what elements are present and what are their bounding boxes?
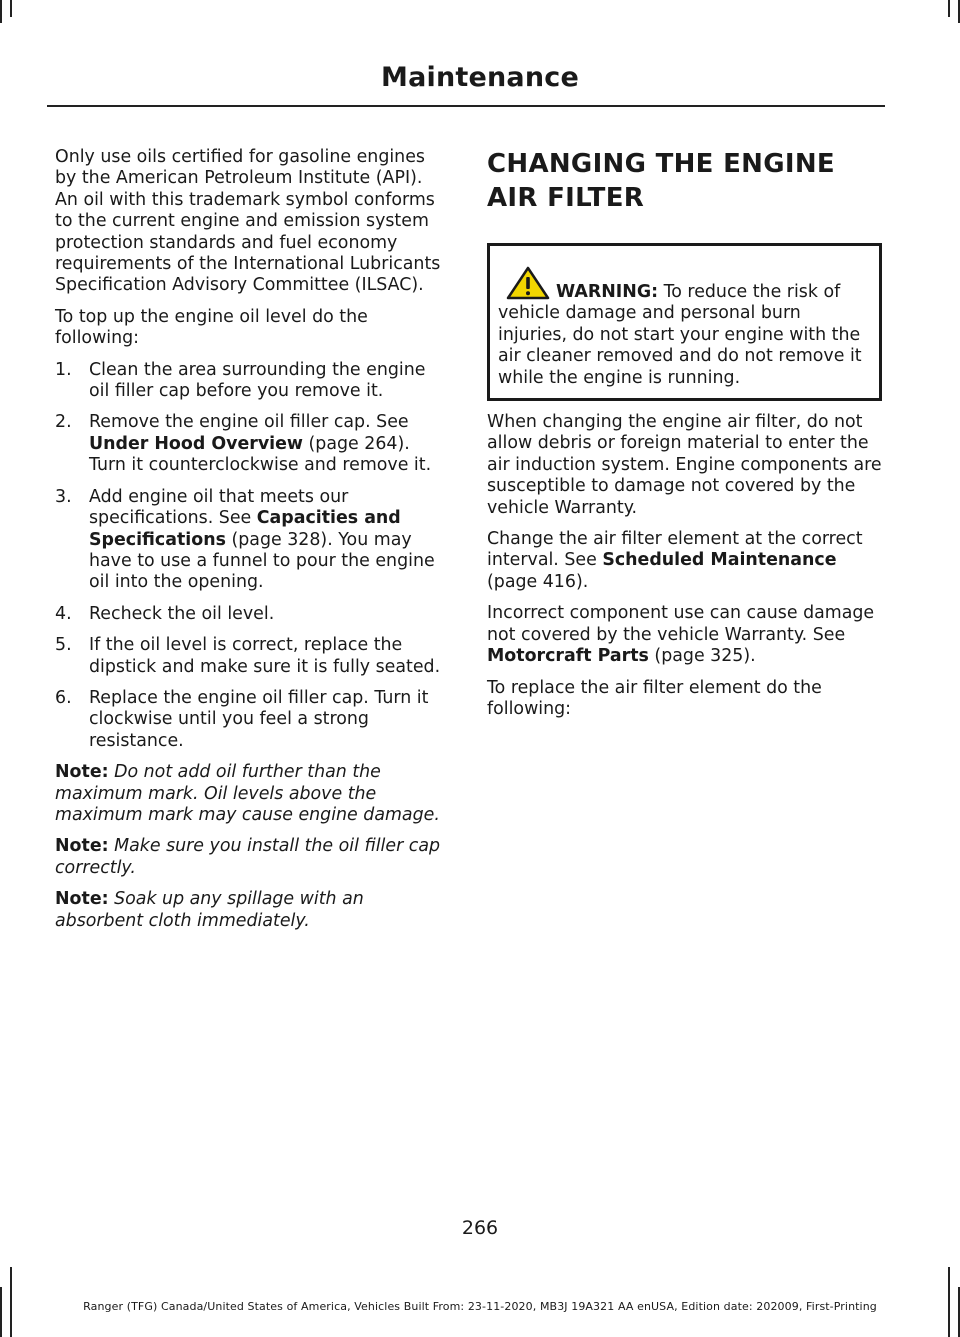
page-number: 266	[461, 1217, 499, 1239]
paragraph-text: Change the air filter element at the correct interval. See	[487, 529, 863, 571]
step-number: 6.	[55, 687, 72, 708]
paragraph	[487, 603, 882, 667]
note-label: Note:	[55, 889, 109, 910]
paragraph	[487, 529, 882, 593]
step-number: 2.	[55, 412, 72, 433]
step-number: 4.	[55, 603, 72, 624]
paragraph: Only use oils certified for gasoline engines by the American Petroleum Institute (API). An oil with this trademark symbol conforms to the current engine and emission system protection standards and fuel economy requirements of the International Lubricants Specification Advisory Committee (ILSAC).	[55, 147, 441, 296]
list-item	[55, 487, 448, 594]
list-item	[55, 412, 448, 476]
paragraph-text: (page 416).	[487, 571, 589, 592]
list-item	[55, 688, 448, 752]
note-text: Make sure you install the oil filler cap correctly.	[55, 836, 441, 878]
crop-mark	[10, 0, 12, 17]
note	[55, 889, 448, 932]
step-text: If the oil level is correct, replace the dipstick and make sure it is fully seated.	[89, 635, 441, 677]
step-text: Replace the engine oil filler cap. Turn it clockwise until you feel a strong resistance.	[89, 687, 429, 751]
note-label: Note:	[55, 762, 109, 783]
paragraph-text: (page 325).	[648, 646, 756, 667]
step-text: Add engine oil that meets our specifications. See	[89, 486, 349, 529]
note-label: Note:	[55, 836, 109, 857]
warning-label: WARNING:	[556, 282, 659, 302]
warning-box	[487, 243, 882, 401]
paragraph: To replace the air filter element do the following:	[487, 677, 822, 719]
step-text: (page 328). You may have to use a funnel to pour the engine oil into the opening.	[89, 529, 435, 593]
cross-reference-link[interactable]: Under Hood Overview	[89, 433, 303, 454]
footer-text: Ranger (TFG) Canada/United States of America, Vehicles Built From: 23-11-2020, MB3J 19A321 AA enUSA, Edition date: 202009, First-Printing	[83, 1300, 877, 1313]
paragraph-text: Incorrect component use can cause damage not covered by the vehicle Warranty. See	[487, 603, 875, 645]
section-heading: CHANGING THE ENGINE AIR FILTER	[487, 149, 835, 213]
cross-reference-link[interactable]: Capacities and Specifications	[89, 508, 401, 550]
left-column	[55, 147, 448, 942]
page-title: Maintenance	[381, 62, 579, 93]
crop-mark	[948, 0, 950, 17]
right-column	[487, 147, 882, 730]
steps-list	[55, 360, 448, 753]
step-text: Recheck the oil level.	[89, 603, 275, 624]
note	[55, 762, 448, 826]
list-item	[55, 604, 448, 625]
header-divider	[47, 105, 885, 107]
note	[55, 836, 448, 879]
note-text: Do not add oil further than the maximum mark. Oil levels above the maximum mark may cause engine damage.	[55, 762, 440, 825]
step-text: Clean the area surrounding the engine oil filler cap before you remove it.	[89, 359, 426, 402]
step-number: 1.	[55, 359, 72, 380]
step-text: (page 264). Turn it counterclockwise and remove it.	[89, 433, 432, 476]
list-item	[55, 635, 448, 678]
paragraph: To top up the engine oil level do the following:	[55, 306, 368, 349]
warning-triangle-icon	[506, 266, 550, 300]
list-item	[55, 360, 448, 403]
step-text: Remove the engine oil filler cap. See	[89, 412, 409, 433]
warning-text: To reduce the risk of vehicle damage and personal burn injuries, do not start your engine with the air cleaner removed and do not remove it while the engine is running.	[498, 282, 862, 388]
crop-mark	[0, 0, 2, 23]
paragraph: When changing the engine air filter, do not allow debris or foreign material to enter the air induction system. Engine components are susceptible to damage not covered by the vehicle Warranty.	[487, 412, 882, 518]
step-number: 5.	[55, 635, 72, 656]
cross-reference-link[interactable]: Scheduled Maintenance	[602, 550, 837, 571]
cross-reference-link[interactable]: Motorcraft Parts	[487, 646, 649, 667]
step-number: 3.	[55, 486, 72, 507]
note-text: Soak up any spillage with an absorbent cloth immediately.	[55, 889, 364, 931]
